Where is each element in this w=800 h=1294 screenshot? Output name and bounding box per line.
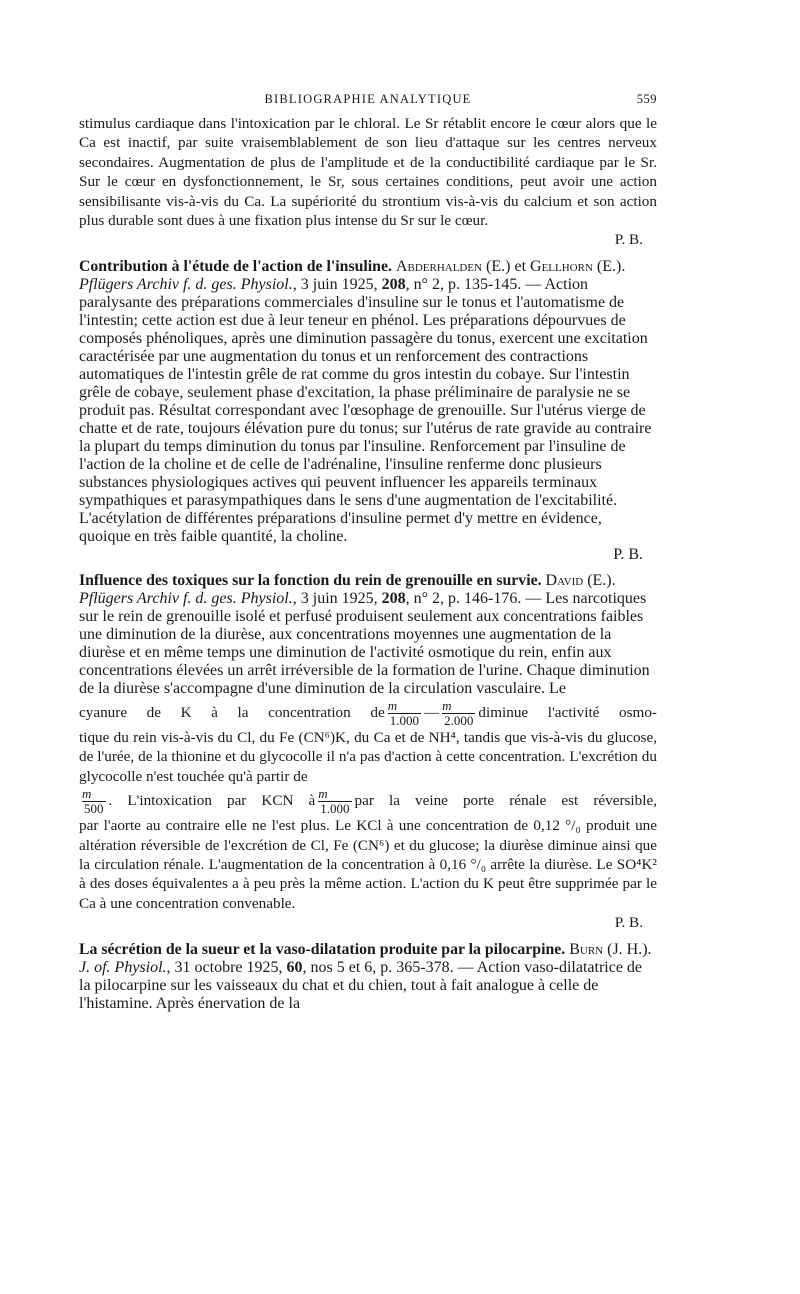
- page-number: 559: [636, 92, 657, 106]
- fraction: $\frac{m}{1.000}$: [318, 786, 350, 817]
- issue-pages: , n° 2, p. 146-176. —: [405, 589, 546, 607]
- citation-date: , 3 juin 1925,: [292, 589, 382, 607]
- signature: P. B.: [613, 545, 643, 563]
- author-name: Burn: [569, 940, 604, 958]
- citation-date: , 31 octobre 1925,: [166, 958, 287, 976]
- abstract-body-continued: tique du rein vis-à-vis du Cl, du Fe (CN⁶)K, du Ca et de NH⁴, tandis que vis-à-vis du glucose, de l'urée, de la thionine et du glycocolle il n'a pas d'action à cette concentration. L'excrétion du glycocolle n'est touchée qu'à partir de: [79, 728, 657, 785]
- volume-number: 208: [381, 589, 406, 607]
- volume-number: 60: [286, 958, 303, 976]
- minus-sign: —: [423, 703, 440, 721]
- abstract-body-continued: par l'aorte au contraire elle ne l'est plus. Le KCl à une concentration de 0,12 °/₀ produit une altération réversible de l'excrétion de Cl, Fe (CN⁶) et du glucose; la diurèse diminue ainsi que la circulation rénale. L'augmentation de la concentration à 0,16 °/₀ arrête la diurèse. Le SO⁴K² à des doses équivalentes a à peu près la même action. L'action du K peut être supprimée par le Ca à une concentration convenable. P. B.: [79, 817, 657, 932]
- abstract-body: Action vaso-dilatatrice de la pilocarpine sur les vaisseaux du chat et du chien, tout à fait analogue à celle de l'histamine. Après énervation de la: [79, 958, 643, 1012]
- fraction: $\frac{m}{500}$: [82, 786, 104, 817]
- equation-line: [79, 698, 657, 728]
- fraction: $\frac{m}{2.000}$: [442, 697, 474, 728]
- volume-number: 208: [381, 275, 406, 293]
- abstract-body: Les narcotiques sur le rein de grenouille isolé et perfusé produisent seulement aux concentrations faibles une diminution de la diurèse, aux concentrations moyennes une augmentation de la diurèse et en même temps une diminution de l'activité osmotique du rein, enfin aux concentrations élevées un arrêt irréversible de la formation de l'urine. Chaque diminution de la diurèse s'accompagne d'une diminution de la circulation vasculaire. Le: [79, 589, 650, 697]
- author-initials: (J. H.).: [603, 940, 652, 958]
- author-initials: (E.): [482, 257, 511, 275]
- running-title: BIBLIOGRAPHIE ANALYTIQUE: [264, 92, 472, 106]
- entry-title: Influence des toxiques sur la fonction du rein de grenouille en survie.: [79, 571, 542, 589]
- author-initials: (E.).: [583, 571, 616, 589]
- equation-text: . L'intoxication par KCN à: [108, 792, 316, 810]
- running-header: [79, 92, 657, 114]
- author-name: David: [545, 571, 584, 589]
- entry-title: La sécrétion de la sueur et la vaso-dilatation produite par la pilocarpine.: [79, 940, 566, 958]
- issue-pages: , nos 5 et 6, p. 365-378. —: [302, 958, 477, 976]
- entry-title: Contribution à l'étude de l'action de l'insuline.: [79, 257, 392, 275]
- equation-text: par la veine porte rénale est réversible,: [354, 792, 657, 810]
- equation-line: [79, 786, 657, 816]
- signature: P. B.: [614, 914, 643, 932]
- journal-name: J. of. Physiol.: [79, 958, 167, 976]
- conjunction: et: [510, 257, 531, 275]
- abstract-body: Action paralysante des préparations commerciales d'insuline sur le tonus et l'automatisme de l'intestin; cette action est due à leur teneur en phénol. Les préparations dépourvues de composés phénoliques, après une diminution passagère du tonus, exercent une excitation caractérisée par une augmentation du tonus et un renforcement des contractions automatiques de l'intestin grêle de rat comme du gros intestin du cobaye. Sur l'intestin grêle de cobaye, seulement phase d'excitation, la phase préliminaire de paralysie ne se produit pas. Résultat correspondant avec l'œsophage de grenouille. Sur l'utérus vierge de chatte et de rate, toujours élévation pure du tonus; sur l'utérus de rate gravide au contraire la plupart du temps diminution du tonus par l'insuline. Renforcement par l'insuline de l'action de la choline et de celle de l'adrénaline, l'insuline renferme donc plusieurs substances physiologiques actives qui peuvent influencer les appareils terminaux sympathiques et parasympathiques dans le sens d'une augmentation de l'excitabilité. L'acétylation de différentes préparations d'insuline permet d'y mettre en évidence, quoique en très faible quantité, la choline.: [79, 275, 652, 545]
- equation-text: diminue l'activité osmo-: [478, 703, 657, 721]
- continuation-paragraph: [79, 114, 657, 250]
- journal-name: Pflügers Archiv f. d. ges. Physiol.: [79, 275, 293, 293]
- author-name: Abderhalden: [395, 257, 483, 275]
- equation-text: cyanure de K à la concentration de: [79, 703, 385, 721]
- journal-name: Pflügers Archiv f. d. ges. Physiol.: [79, 589, 293, 607]
- author-initials: (E.).: [592, 257, 626, 275]
- continuation-text: stimulus cardiaque dans l'intoxication par le chloral. Le Sr rétablit encore le cœur alors que le Ca est inactif, par suite vraisemblablement de son lieu d'attaque sur les centres nerveux secondaires. Augmentation de plus de l'amplitude et de la conductibilité cardiaque par le Sr. Sur le cœur en dysfonctionnement, le Sr, sous certaines conditions, peut avoir une action sensibilisante vis-à-vis du Ca. La supériorité du strontium vis-à-vis du calcium et son action plus durable sont dues à une fixation plus intense du Sr sur le cœur.: [79, 115, 657, 230]
- signature: P. B.: [614, 231, 643, 249]
- document-page: [79, 92, 657, 1013]
- citation-date: , 3 juin 1925,: [292, 275, 382, 293]
- fraction: $\frac{m}{1.000}$: [387, 697, 419, 728]
- issue-pages: , n° 2, p. 135-145. —: [405, 275, 545, 293]
- author-name: Gellhorn: [530, 257, 593, 275]
